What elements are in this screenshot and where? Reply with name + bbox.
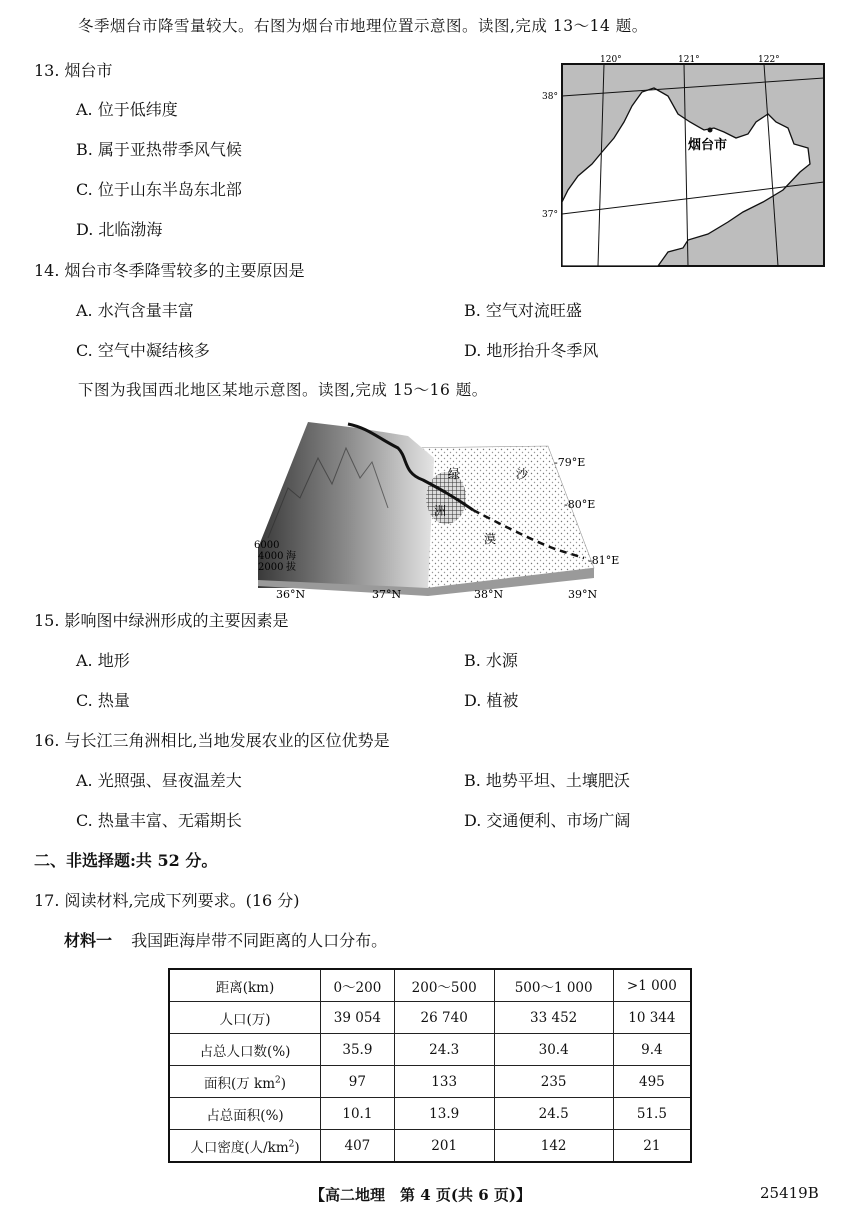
table-row: [169, 1066, 691, 1098]
intro-13-14: 冬季烟台市降雪量较大。右图为烟台市地理位置示意图。读图,完成 13～14 题。: [78, 17, 648, 35]
q14-option-d: D. 地形抬升冬季风: [464, 341, 599, 360]
q15-option-c: C. 热量: [76, 691, 130, 710]
row-head-main: 面积(万 km: [203, 1075, 276, 1092]
elev-label-4000: 4000: [258, 551, 284, 562]
q16-option-a: A. 光照强、昼夜温差大: [76, 771, 242, 790]
table-cell: 24.5: [494, 1098, 613, 1130]
question-16-stem: 16. 与长江三角洲相比,当地发展农业的区位优势是: [34, 731, 390, 750]
table-cell: 200～500: [394, 969, 494, 1002]
material-1-label: 材料一: [64, 931, 113, 950]
northwest-terrain-map: [248, 418, 638, 600]
q15-option-b: B. 水源: [464, 651, 518, 670]
table-cell: 26 740: [394, 1002, 494, 1034]
table-row: [169, 1002, 691, 1034]
row-head: 占总面积(%): [169, 1098, 321, 1130]
lon-label-120: 120°: [600, 55, 622, 65]
table-cell: 500～1 000: [494, 969, 613, 1002]
oasis-char-2: 洲: [434, 504, 447, 518]
table-cell: 24.3: [394, 1034, 494, 1066]
table-row: [169, 1098, 691, 1130]
oasis-char-1: 绿: [448, 467, 461, 481]
desert-char-1: 沙: [516, 467, 529, 481]
elev-char-hai: 海: [286, 551, 296, 562]
row-head: 距离(km): [169, 969, 321, 1002]
table-cell: 97: [321, 1066, 395, 1098]
table-cell: 235: [494, 1066, 613, 1098]
table-cell: 495: [613, 1066, 691, 1098]
table-cell: >1 000: [613, 969, 691, 1002]
q14-option-a: A. 水汽含量丰富: [76, 301, 194, 320]
table-cell: 0～200: [321, 969, 395, 1002]
lat-label-39n: 39°N: [568, 588, 598, 600]
table-cell: 10.1: [321, 1098, 395, 1130]
lat-label-37n: 37°N: [372, 588, 402, 600]
section-2-heading: 二、非选择题:共 52 分。: [34, 851, 218, 870]
row-head: 人口(万): [169, 1002, 321, 1034]
row-head-sup: 2: [288, 1139, 295, 1149]
table-cell: 35.9: [321, 1034, 395, 1066]
q14-option-b: B. 空气对流旺盛: [464, 301, 582, 320]
table-cell: 133: [394, 1066, 494, 1098]
table-row: [169, 969, 691, 1002]
lat-label-38n: 38°N: [474, 588, 504, 600]
q16-option-d: D. 交通便利、市场广阔: [464, 811, 631, 830]
row-head-main: 人口密度(人/km: [190, 1139, 289, 1156]
yantai-location-map: [538, 52, 828, 270]
desert-char-2: 漠: [484, 532, 497, 546]
lat-label-38: 38°: [542, 92, 558, 102]
table-cell: 21: [613, 1130, 691, 1163]
row-head: [169, 1130, 321, 1163]
material-1-line: [64, 928, 387, 951]
q13-option-c: C. 位于山东半岛东北部: [76, 180, 242, 199]
lon-label-121: 121°: [678, 55, 700, 65]
row-head: [169, 1066, 321, 1098]
lat-label-37: 37°: [542, 210, 558, 220]
exam-code: 25419B: [760, 1184, 819, 1202]
population-table: [168, 968, 692, 1163]
table-cell: 142: [494, 1130, 613, 1163]
table-cell: 407: [321, 1130, 395, 1163]
row-head-tail: ): [294, 1139, 300, 1156]
q16-option-c: C. 热量丰富、无霜期长: [76, 811, 242, 830]
q13-option-a: A. 位于低纬度: [76, 100, 178, 119]
table-cell: 9.4: [613, 1034, 691, 1066]
elev-char-ba: 拔: [286, 562, 296, 573]
question-17-stem: 17. 阅读材料,完成下列要求。(16 分): [34, 891, 300, 910]
lat-label-36n: 36°N: [276, 588, 306, 600]
table-row: [169, 1130, 691, 1163]
elev-label-2000: 2000: [258, 562, 284, 573]
table-cell: 51.5: [613, 1098, 691, 1130]
table-cell: 30.4: [494, 1034, 613, 1066]
q13-option-d: D. 北临渤海: [76, 220, 163, 239]
lon-label-122: 122°: [758, 55, 780, 65]
q16-option-b: B. 地势平坦、土壤肥沃: [464, 771, 630, 790]
q15-option-d: D. 植被: [464, 691, 519, 710]
table-cell: 33 452: [494, 1002, 613, 1034]
row-head-sup: 2: [275, 1075, 281, 1085]
lon-label-80e: -80°E: [564, 498, 596, 511]
q13-option-b: B. 属于亚热带季风气候: [76, 140, 242, 159]
table-cell: 13.9: [394, 1098, 494, 1130]
table-cell: 39 054: [321, 1002, 395, 1034]
row-head-tail: ): [280, 1075, 287, 1092]
row-head: 占总人口数(%): [169, 1034, 321, 1066]
table-cell: 10 344: [613, 1002, 691, 1034]
yantai-city-dot: [708, 128, 713, 133]
question-13-stem: 13. 烟台市: [34, 61, 113, 80]
q15-option-a: A. 地形: [76, 651, 130, 670]
question-15-stem: 15. 影响图中绿洲形成的主要因素是: [34, 611, 289, 630]
yantai-city-label: 烟台市: [688, 138, 728, 153]
elev-label-6000: 6000: [254, 540, 280, 551]
page-footer: 【高二地理 第 4 页(共 6 页)】: [310, 1186, 531, 1204]
material-1-text: 我国距海岸带不同距离的人口分布。: [131, 931, 388, 950]
table-cell: 201: [394, 1130, 494, 1163]
lon-label-79e: -79°E: [554, 456, 586, 469]
lon-label-81e: -81°E: [588, 554, 620, 567]
intro-15-16: 下图为我国西北地区某地示意图。读图,完成 15～16 题。: [78, 381, 488, 399]
table-row: [169, 1034, 691, 1066]
question-14-stem: 14. 烟台市冬季降雪较多的主要原因是: [34, 261, 305, 280]
q14-option-c: C. 空气中凝结核多: [76, 341, 210, 360]
